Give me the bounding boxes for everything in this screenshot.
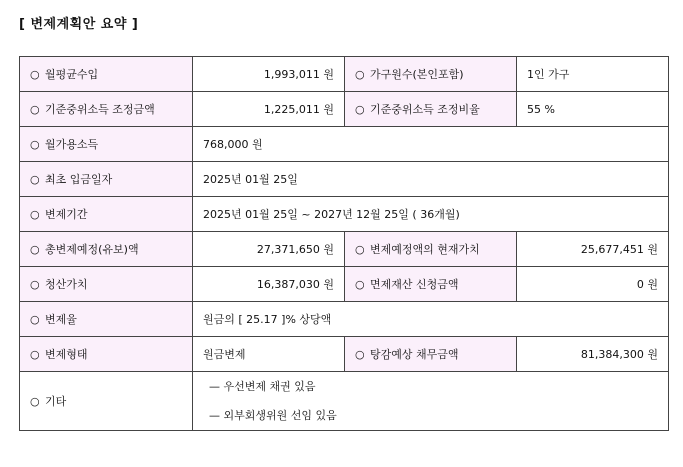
- household-label-cell: [345, 57, 517, 92]
- period-value: 2025년 01월 25일 ~ 2027년 12월 25일 ( 36개월): [193, 197, 669, 232]
- type-label: 변제형태: [45, 348, 88, 361]
- table-row: [20, 372, 669, 431]
- period-label: 변제기간: [45, 208, 88, 221]
- household-value: 1인 가구: [517, 57, 669, 92]
- median-label: 기준중위소득 조정금액: [45, 103, 155, 116]
- bullet-icon: ○: [30, 173, 40, 186]
- table-row: [20, 267, 669, 302]
- first-payment-value: 2025년 01월 25일: [193, 162, 669, 197]
- rate-label: 변제율: [45, 313, 77, 326]
- present-value-label-cell: [345, 232, 517, 267]
- table-row: [20, 232, 669, 267]
- median-ratio-value: 55 %: [517, 92, 669, 127]
- bullet-icon: ○: [30, 208, 40, 221]
- present-value-label: 변제예정액의 현재가치: [370, 243, 480, 256]
- debt-label: 탕감예상 채무금액: [370, 348, 459, 361]
- household-label: 가구원수(본인포함): [370, 68, 464, 81]
- debt-label-cell: [345, 337, 517, 372]
- first-payment-label-cell: [20, 162, 193, 197]
- table-row: [20, 197, 669, 232]
- table-row: [20, 57, 669, 92]
- rate-value: 원금의 [ 25.17 ]% 상당액: [193, 302, 669, 337]
- total-value: 27,371,650 원: [193, 232, 345, 267]
- table-row: [20, 162, 669, 197]
- total-label: 총변제예정(유보)액: [45, 243, 139, 256]
- bullet-icon: ○: [355, 68, 365, 81]
- disposable-label-cell: [20, 127, 193, 162]
- bullet-icon: ○: [355, 243, 365, 256]
- table-row: [20, 127, 669, 162]
- bullet-icon: ○: [355, 103, 365, 116]
- liquidation-value: 16,387,030 원: [193, 267, 345, 302]
- income-label: 월평균수입: [45, 68, 99, 81]
- exempt-value: 0 원: [517, 267, 669, 302]
- first-payment-label: 최초 입금일자: [45, 173, 113, 186]
- type-value: 원금변제: [193, 337, 345, 372]
- period-label-cell: [20, 197, 193, 232]
- median-ratio-label: 기준중위소득 조정비율: [370, 103, 480, 116]
- total-label-cell: [20, 232, 193, 267]
- bullet-icon: ○: [30, 138, 40, 151]
- liquidation-label: 청산가치: [45, 278, 88, 291]
- debt-value: 81,384,300 원: [517, 337, 669, 372]
- median-ratio-label-cell: [345, 92, 517, 127]
- median-label-cell: [20, 92, 193, 127]
- type-label-cell: [20, 337, 193, 372]
- disposable-value: 768,000 원: [193, 127, 669, 162]
- bullet-icon: ○: [355, 278, 365, 291]
- bullet-icon: ○: [355, 348, 365, 361]
- other-label-cell: [20, 372, 193, 431]
- rate-label-cell: [20, 302, 193, 337]
- other-label: 기타: [45, 395, 67, 408]
- bullet-icon: ○: [30, 348, 40, 361]
- exempt-label-cell: [345, 267, 517, 302]
- bullet-icon: ○: [30, 313, 40, 326]
- other-notes-cell: [193, 372, 669, 431]
- bullet-icon: ○: [30, 68, 40, 81]
- bullet-icon: ○: [30, 278, 40, 291]
- exempt-label: 면제재산 신청금액: [370, 278, 459, 291]
- table-row: [20, 302, 669, 337]
- table-row: [20, 337, 669, 372]
- liquidation-label-cell: [20, 267, 193, 302]
- repayment-summary-table: [19, 56, 669, 431]
- present-value-value: 25,677,451 원: [517, 232, 669, 267]
- median-value: 1,225,011 원: [193, 92, 345, 127]
- income-value: 1,993,011 원: [193, 57, 345, 92]
- other-note-priority-claims: — 우선변제 채권 있음: [209, 380, 316, 393]
- other-note-external-trustee: — 외부회생위원 선임 있음: [209, 409, 337, 422]
- disposable-label: 월가용소득: [45, 138, 99, 151]
- bullet-icon: ○: [30, 395, 40, 408]
- table-row: [20, 92, 669, 127]
- income-label-cell: [20, 57, 193, 92]
- bullet-icon: ○: [30, 103, 40, 116]
- bullet-icon: ○: [30, 243, 40, 256]
- section-title: [ 변제계획안 요약 ]: [19, 17, 139, 32]
